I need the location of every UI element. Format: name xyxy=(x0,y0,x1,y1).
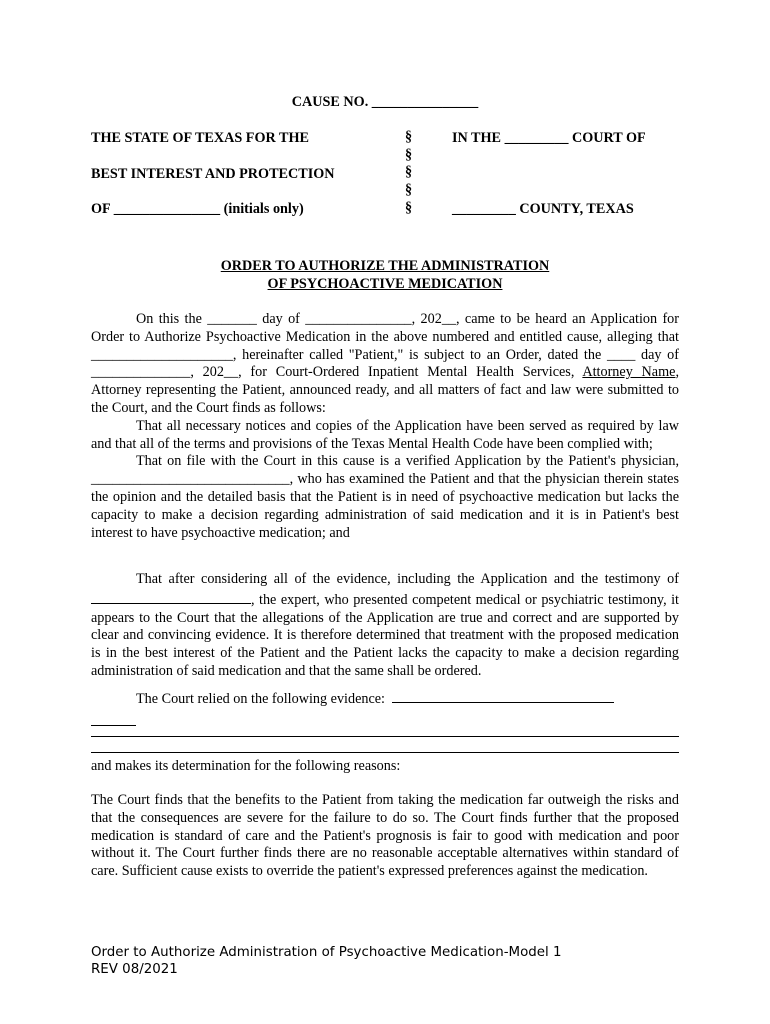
caption-left-line3: OF _______________ (initials only) xyxy=(91,201,304,217)
order-title-line2: OF PSYCHOACTIVE MEDICATION xyxy=(267,276,503,292)
paragraph-physician-start: That on file with the Court in this cause is a verified Application by the Patient's physician, xyxy=(136,453,679,470)
evidence-blank-short xyxy=(91,711,136,726)
attorney-name: Attorney Name xyxy=(582,364,676,381)
footer-form-title: Order to Authorize Administration of Psychoactive Medication-Model 1 xyxy=(91,945,562,960)
order-title xyxy=(0,257,770,293)
findings-block xyxy=(91,311,679,542)
evidence-blank xyxy=(392,688,614,703)
caption-left-line2: BEST INTEREST AND PROTECTION xyxy=(91,165,335,182)
section-symbol: § xyxy=(405,199,413,216)
physician-blank: ____________________________ xyxy=(91,471,290,488)
paragraph-relied xyxy=(91,688,679,709)
court-line: IN THE _________ COURT OF xyxy=(452,130,646,146)
evidence-blank-continued xyxy=(91,711,679,732)
paragraph-evidence xyxy=(91,571,679,681)
expert-blank xyxy=(91,589,251,604)
county-line: _________ COUNTY, TEXAS xyxy=(452,201,634,217)
section-symbols xyxy=(405,129,425,217)
section-symbol: § xyxy=(405,129,413,145)
reasons-intro-block xyxy=(91,758,679,776)
section-symbol: § xyxy=(405,146,413,163)
paragraph-physician xyxy=(91,453,679,542)
relied-evidence-block xyxy=(91,688,679,732)
paragraph-evidence-end: , the expert, who presented competent medical or psychiatric testimony, it appears to the Court that the allegations of the Application are true and correct and are supported by clear and convincing evidence. It is therefore determined that treatment with the proposed medication is in the best interest of the Patient and the Patient lacks the capacity to make a decision regarding administration of said medication and that the same shall be ordered. xyxy=(91,591,679,679)
evidence-rule xyxy=(91,736,679,737)
paragraph-reasons: The Court finds that the benefits to the Patient from taking the medication far outweigh the risks and that the consequences are severe for the failure to do so. The Court finds further that the proposed medication is standard of care and the Patient's prognosis is fair to good with medication and poor without it. The Court further finds there are no reasonable acceptable alternatives within standard of care. Sufficient cause exists to override the patient's expressed preferences against the medication. xyxy=(91,792,679,880)
paragraph-notices: That all necessary notices and copies of the Application have been served as required by law and that all of the terms and provisions of the Texas Mental Health Code have been complied with; xyxy=(91,417,679,452)
evidence-rule xyxy=(91,752,679,753)
paragraph-hearing-start: On this the _______ day of _______________, 202__, came to be heard an Application for Order to Authorize Psychoactive Medication in the above numbered and entitled cause, alleging that ____________________, hereinafter called "Patient," is subject to an Order, dated the ____ day of ______________, 202__, for Court-Ordered Inpatient Mental Health Services, xyxy=(91,311,679,381)
cause-number: CAUSE NO. _______________ xyxy=(291,94,479,110)
relied-evidence-label: The Court relied on the following evidence: xyxy=(136,691,385,707)
section-symbol: § xyxy=(405,182,413,199)
footer-revision: REV 08/2021 xyxy=(91,962,178,977)
evidence-block xyxy=(91,571,679,681)
case-caption xyxy=(91,129,691,229)
paragraph-physician-end: , who has examined the Patient and that the physician therein states the opinion and the detailed basis that the Patient is in need of psychoactive medication but lacks the capacity to make a decision regarding administration of said medication and it is in Patient's best interest to have psychoactive medication; and xyxy=(91,471,679,541)
paragraph-hearing-end: , Attorney representing the Patient, announced ready, and all matters of fact and law were submitted to the Court, and the Court finds as follows: xyxy=(91,364,679,416)
caption-left-line1: THE STATE OF TEXAS FOR THE xyxy=(91,130,309,146)
paragraph-reasons-intro: and makes its determination for the following reasons: xyxy=(91,758,401,774)
order-title-line1: ORDER TO AUTHORIZE THE ADMINISTRATION xyxy=(220,258,550,274)
section-symbol: § xyxy=(405,164,413,181)
paragraph-hearing xyxy=(91,311,679,418)
page-footer xyxy=(91,944,562,978)
reasons-block xyxy=(91,792,679,881)
paragraph-evidence-start: That after considering all of the evidence, including the Application and the testimony of xyxy=(136,571,679,587)
caption-left xyxy=(91,129,391,236)
